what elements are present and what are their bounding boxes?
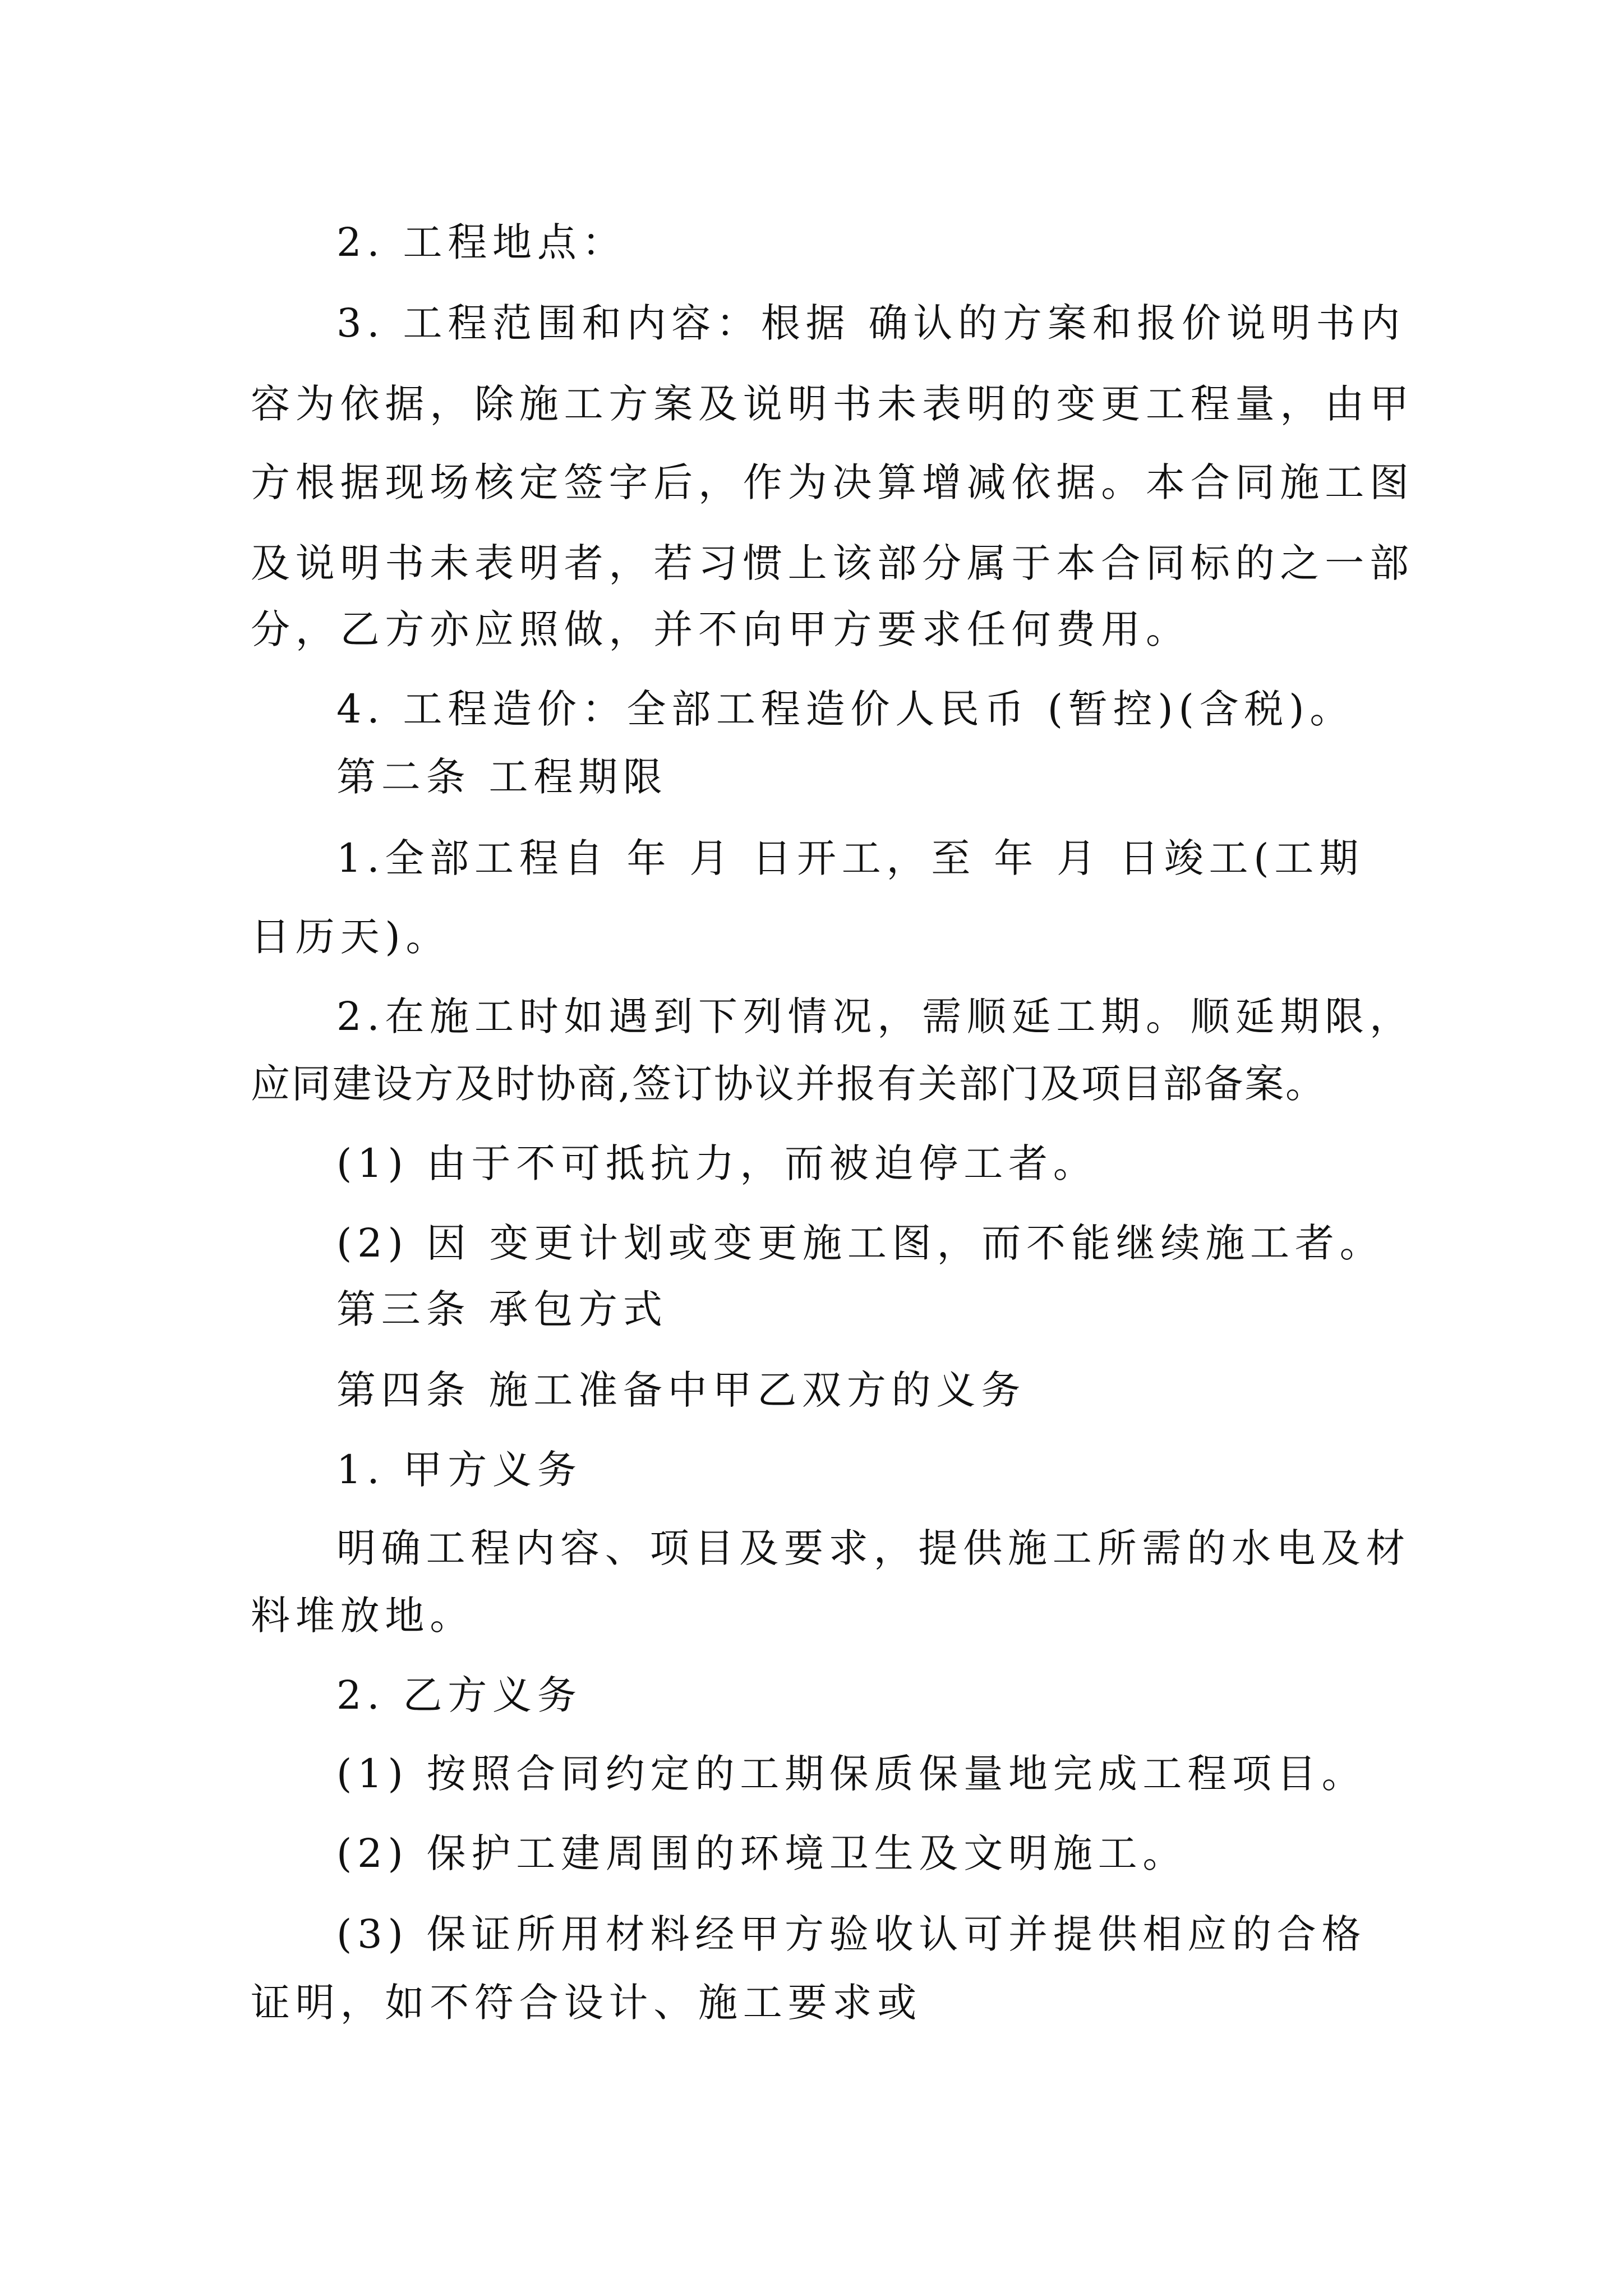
clause-scope-line-1: 3. 工程范围和内容：根据 确认的方案和报价说明书内	[336, 300, 1406, 346]
party-b-duty-2: (2) 保护工建周围的环境卫生及文明施工。	[336, 1830, 1188, 1876]
clause-cost: 4. 工程造价：全部工程造价人民币 (暂控)(含税)。	[336, 686, 1355, 732]
party-b-duty-1: (1) 按照合同约定的工期保质保量地完成工程项目。	[336, 1751, 1367, 1797]
article-2-sub-1: (1) 由于不可抵抗力，而被迫停工者。	[336, 1140, 1098, 1186]
article-2-item-2-line-1: 2.在施工时如遇到下列情况，需顺延工期。顺延期限，	[336, 993, 1414, 1039]
party-a-duty-line-2: 料堆放地。	[251, 1593, 474, 1639]
clause-scope-line-5: 分，乙方亦应照做，并不向甲方要求任何费用。	[251, 606, 1191, 652]
article-2-item-1-line-2: 日历天)。	[251, 914, 451, 960]
party-b-duty-heading: 2. 乙方义务	[336, 1672, 582, 1718]
clause-scope-line-3: 方根据现场核定签字后，作为决算增减依据。本合同施工图	[251, 459, 1414, 505]
clause-location: 2. 工程地点：	[336, 219, 627, 265]
party-a-duty-line-1: 明确工程内容、项目及要求，提供施工所需的水电及材	[336, 1525, 1411, 1571]
clause-scope-line-2: 容为依据，除施工方案及说明书未表明的变更工程量，由甲	[251, 381, 1414, 427]
article-2-heading: 第二条 工程期限	[336, 754, 668, 800]
article-2-sub-2: (2) 因 变更计划或变更施工图，而不能继续施工者。	[336, 1220, 1385, 1266]
article-4-heading: 第四条 施工准备中甲乙双方的义务	[336, 1367, 1026, 1413]
party-b-duty-3-line-2: 证明，如不符合设计、施工要求或	[251, 1980, 922, 2026]
article-2-item-1-line-1: 1.全部工程自 年 月 日开工，至 年 月 日竣工(工期	[336, 835, 1364, 881]
article-3-heading: 第三条 承包方式	[336, 1286, 668, 1332]
clause-scope-line-4: 及说明书未表明者，若习惯上该部分属于本合同标的之一部	[251, 540, 1414, 586]
party-b-duty-3-line-1: (3) 保证所用材料经甲方验收认可并提供相应的合格	[336, 1911, 1367, 1957]
party-a-duty-heading: 1. 甲方义务	[336, 1447, 582, 1493]
article-2-item-2-line-2: 应同建设方及时协商,签订协议并报有关部门及项目部备案。	[251, 1061, 1326, 1107]
